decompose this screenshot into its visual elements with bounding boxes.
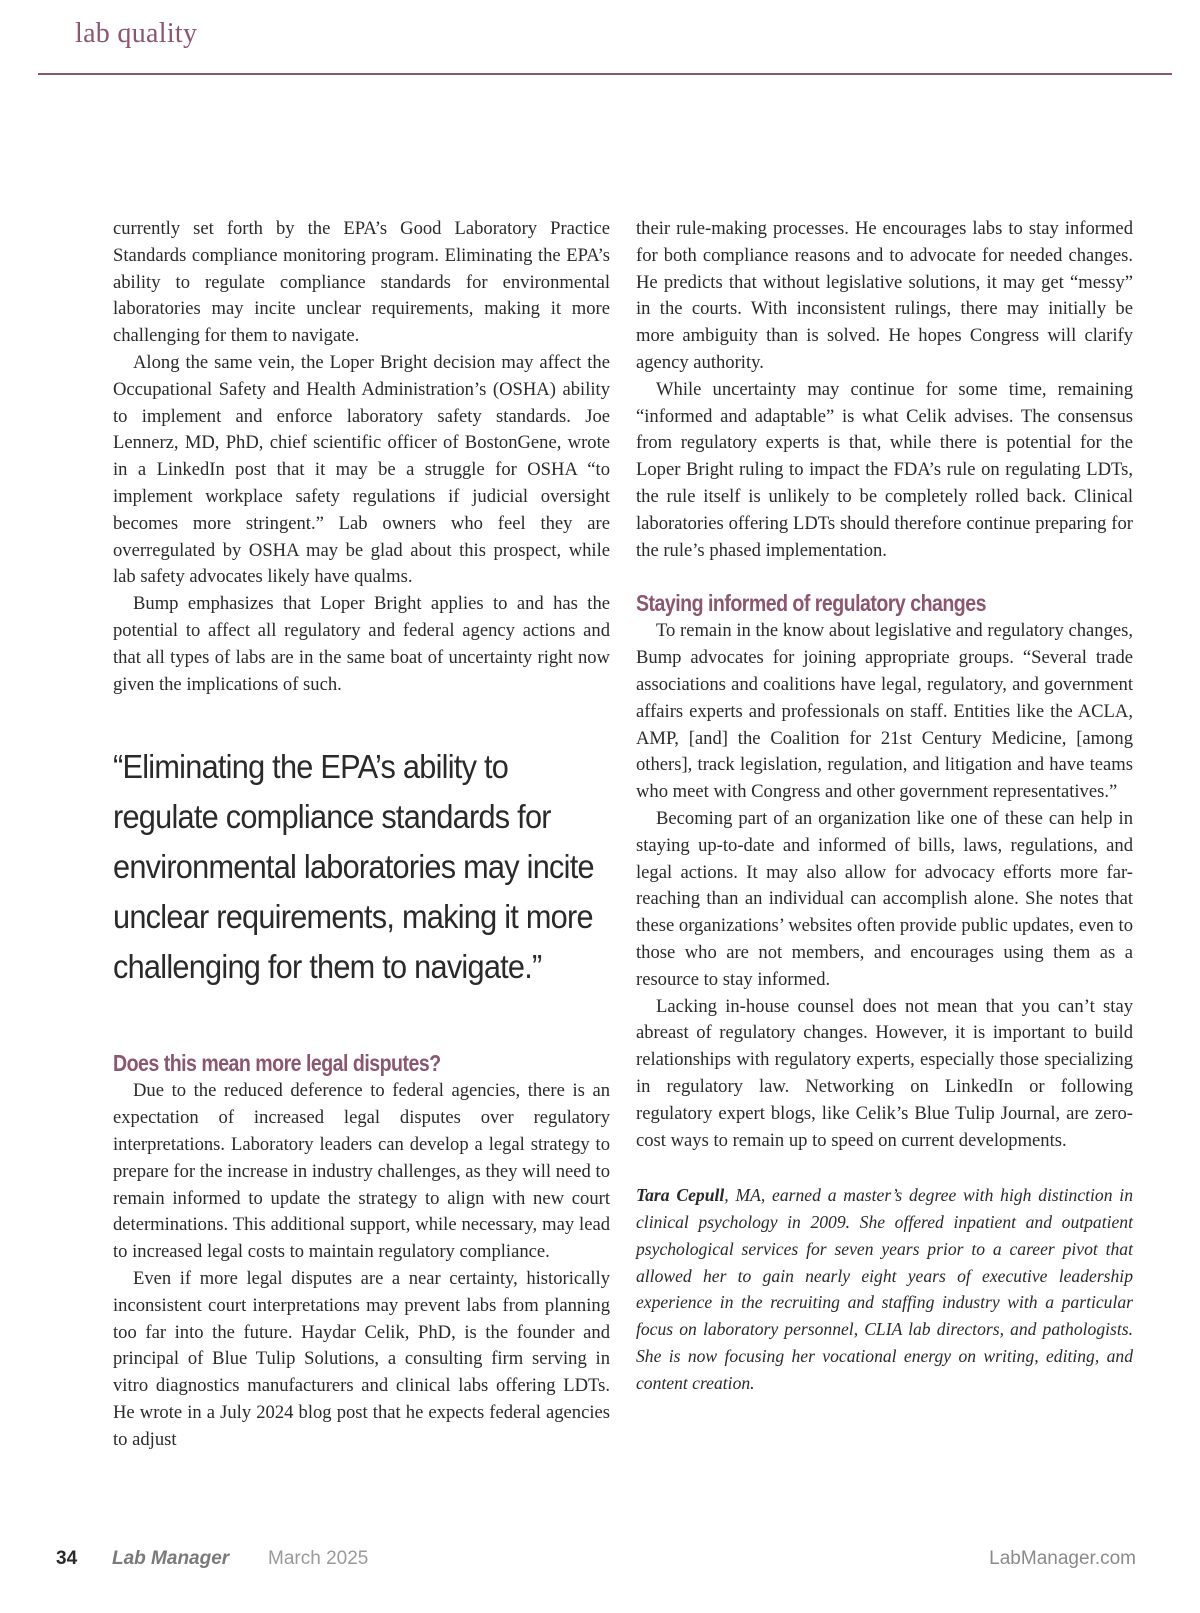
pull-quote: “Eliminating the EPA’s ability to regulate compliance standards for environmental laboratories may incite unclear requirements, making it more challenging for them to navigate.”	[113, 748, 594, 986]
header-divider	[38, 73, 1172, 75]
author-name: Tara Cepull	[636, 1185, 725, 1206]
section-heading-staying-informed: Staying informed of regulatory changes	[636, 590, 986, 617]
issue-date: March 2025	[268, 1548, 369, 1569]
page-footer	[0, 1548, 1200, 1578]
body-paragraph: Becoming part of an organization like one of these can help in staying up-to-date and informed of bills, laws, regulations, and legal actions. It may also allow for advocacy efforts more far-reaching than an individual can accomplish alone. She notes that these organizations’ websites often provide public updates, even to those who are not members, and encourages using them as a resource to stay informed.	[636, 807, 1133, 990]
magazine-name: Lab Manager	[112, 1548, 230, 1569]
left-column	[113, 216, 610, 1454]
section-label: lab quality	[75, 18, 198, 49]
body-paragraph: While uncertainty may continue for some time, remaining “informed and adaptable” is what Celik advises. The consensus from regulatory experts is that, while there is potential for the Loper Bright ruling to impact the FDA’s rule on regulating LDTs, the rule itself is unlikely to be completely rolled back. Clinical laboratories offering LDTs should therefore continue preparing for the rule’s phased implementation.	[636, 378, 1133, 561]
body-paragraph: Lacking in-house counsel does not mean that you can’t stay abreast of regulatory changes. However, it is important to build relationships with regulatory experts, especially those specializing in regulatory law. Networking on LinkedIn or following regulatory expert blogs, like Celik’s Blue Tulip Journal, are zero-cost ways to remain up to speed on current developments.	[636, 995, 1133, 1151]
author-bio	[636, 1182, 1133, 1396]
page-number: 34	[56, 1548, 78, 1569]
body-paragraph: currently set forth by the EPA’s Good Laboratory Practice Standards compliance monitoring program. Eliminating the EPA’s ability to regulate compliance standards for environmental laboratories may incite unclear requirements, making it more challenging for them to navigate.	[113, 218, 610, 347]
section-heading-legal-disputes: Does this mean more legal disputes?	[113, 1050, 441, 1077]
body-paragraph: Due to the reduced deference to federal agencies, there is an expectation of increased legal disputes over regulatory interpretations. Laboratory leaders can develop a legal strategy to prepare for the increase in industry challenges, as they will need to remain informed to update the strategy to align with new court determinations. This additional support, while necessary, may lead to increased legal costs to maintain regulatory compliance.	[113, 1080, 610, 1263]
body-paragraph: Along the same vein, the Loper Bright decision may affect the Occupational Safety and Health Administration’s (OSHA) ability to implement and enforce laboratory safety standards. Joe Lennerz, MD, PhD, chief scientific officer of BostonGene, wrote in a LinkedIn post that it may be a struggle for OSHA “to implement workplace safety regulations if judicial oversight becomes more stringent.” Lab owners who feel they are overregulated by OSHA may be glad about this prospect, while lab safety advocates likely have qualms.	[113, 351, 610, 588]
body-paragraph: To remain in the know about legislative and regulatory changes, Bump advocates for joining appropriate groups. “Several trade associations and coalitions have legal, regulatory, and government affairs experts and professionals on staff. Entities like the ACLA, AMP, [and] the Coalition for 21st Century Medicine, [among others], track legislation, regulation, and litigation and have teams who meet with Congress and other government representatives.”	[636, 620, 1133, 803]
right-column	[636, 216, 1133, 1397]
body-paragraph: Bump emphasizes that Loper Bright applies to and has the potential to affect all regulatory and federal agency actions and that all types of labs are in the same boat of uncertainty right now given the implications of such.	[113, 593, 610, 695]
body-paragraph: Even if more legal disputes are a near certainty, historically inconsistent court interpretations may prevent labs from planning too far into the future. Haydar Celik, PhD, is the founder and principal of Blue Tulip Solutions, a consulting firm serving in vitro diagnostics manufacturers and clinical labs offering LDTs. He wrote in a July 2024 blog post that he expects federal agencies to adjust	[113, 1267, 610, 1450]
website-link[interactable]: LabManager.com	[989, 1548, 1136, 1569]
body-paragraph: their rule-making processes. He encourages labs to stay informed for both compliance reasons and to advocate for needed changes. He predicts that without legislative solutions, it may get “messy” in the courts. With inconsistent rulings, there may initially be more ambiguity than is solved. He hopes Congress will clarify agency authority.	[636, 218, 1133, 373]
author-bio-text: , MA, earned a master’s degree with high distinction in clinical psychology in 2009. She offered inpatient and outpatient psychological services for seven years prior to a career pivot that allowed her to gain nearly eight years of executive leadership experience in the recruiting and staffing industry with a particular focus on laboratory personnel, CLIA lab directors, and pathologists. She is now focusing her vocational energy on writing, editing, and content creation.	[636, 1185, 1133, 1393]
